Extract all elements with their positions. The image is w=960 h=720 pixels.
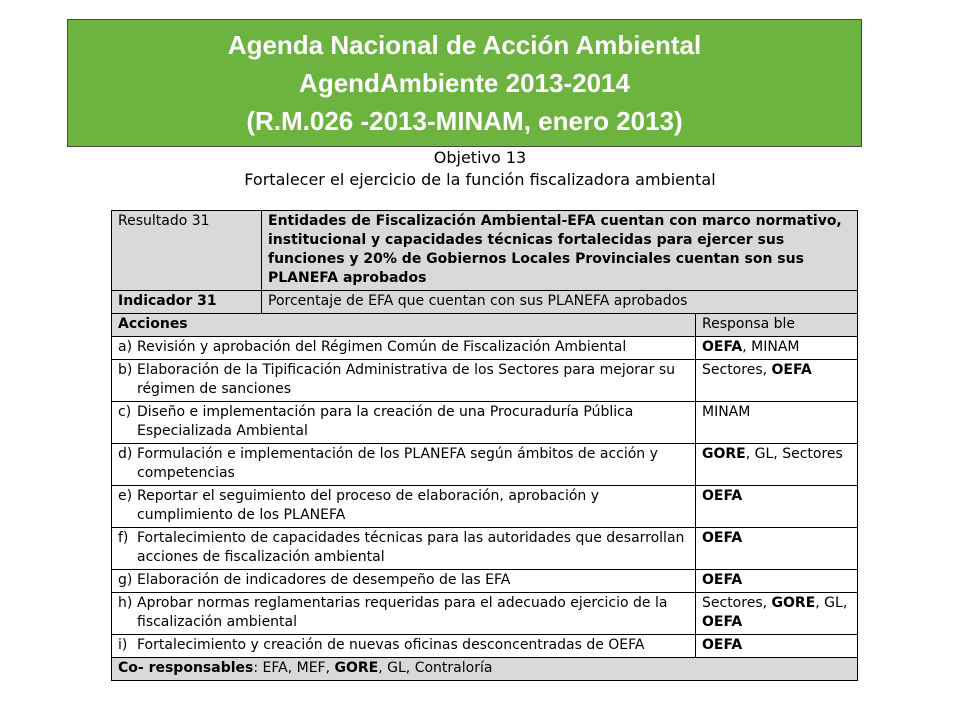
accion-cell <box>112 593 696 635</box>
acciones-header: Acciones <box>112 314 696 337</box>
accion-text: Fortalecimiento de capacidades técnicas para las autoridades que desarrollan acciones de fiscalización ambiental <box>137 530 685 565</box>
responsable-cell <box>696 635 858 658</box>
resultado-label: Resultado 31 <box>112 211 262 291</box>
accion-letter: i) <box>118 637 128 653</box>
responsable-bold: GORE <box>771 595 816 611</box>
accion-cell <box>112 444 696 486</box>
co-responsables-cell <box>112 658 858 681</box>
co-responsables-rest: , GL, Contraloría <box>378 660 493 676</box>
responsable-rest: , GL, Sectores <box>745 446 843 462</box>
responsable-rest: , GL, <box>815 595 848 611</box>
accion-text: Formulación e implementación de los PLANEFA según ámbitos de acción y competencias <box>137 446 658 481</box>
responsable-rest: Sectores, <box>702 362 772 378</box>
accion-cell <box>112 528 696 570</box>
responsable-header: Responsa ble <box>696 314 858 337</box>
responsable-cell <box>696 360 858 402</box>
acciones-header-row <box>112 314 858 337</box>
accion-letter: a) <box>118 339 133 355</box>
table-row <box>112 570 858 593</box>
responsable-rest: MINAM <box>702 404 751 420</box>
co-responsables-bold: GORE <box>334 660 379 676</box>
responsable-bold: OEFA <box>702 637 743 653</box>
accion-cell <box>112 337 696 360</box>
table-row <box>112 337 858 360</box>
objective-label: Objetivo 13 <box>433 148 527 167</box>
responsable-rest: Sectores, <box>702 595 772 611</box>
responsable-bold: OEFA <box>702 339 743 355</box>
accion-text: Fortalecimiento y creación de nuevas oficinas desconcentradas de OEFA <box>137 637 645 653</box>
accion-text: Aprobar normas reglamentarias requeridas para el adecuado ejercicio de la fiscalización ambiental <box>137 595 668 630</box>
co-responsables-text: : EFA, MEF, <box>253 660 335 676</box>
accion-letter: f) <box>118 530 129 546</box>
accion-letter: g) <box>118 572 133 588</box>
indicador-row <box>112 291 858 314</box>
responsable-cell <box>696 528 858 570</box>
banner-title-line3: (R.M.026 -2013-MINAM, enero 2013) <box>246 106 683 136</box>
co-responsables-label: Co- responsables <box>118 660 254 676</box>
title-banner <box>67 19 862 147</box>
indicador-label: Indicador 31 <box>112 291 262 314</box>
table-row <box>112 444 858 486</box>
responsable-rest: , MINAM <box>742 339 800 355</box>
table-row <box>112 593 858 635</box>
accion-letter: e) <box>118 488 133 504</box>
responsable-bold: OEFA <box>702 572 743 588</box>
table-row <box>112 528 858 570</box>
indicador-text: Porcentaje de EFA que cuentan con sus PLANEFA aprobados <box>262 291 858 314</box>
responsable-bold: OEFA <box>702 530 743 546</box>
agenda-table <box>111 210 858 681</box>
responsable-bold: GORE <box>702 446 746 462</box>
accion-cell <box>112 635 696 658</box>
co-responsables-row <box>112 658 858 681</box>
accion-text: Revisión y aprobación del Régimen Común de Fiscalización Ambiental <box>137 339 627 355</box>
accion-text: Elaboración de la Tipificación Administrativa de los Sectores para mejorar su régimen de sanciones <box>137 362 675 397</box>
objective-block <box>0 147 960 191</box>
responsable-bold: OEFA <box>702 614 743 630</box>
responsable-bold: OEFA <box>702 488 743 504</box>
accion-cell <box>112 360 696 402</box>
accion-letter: d) <box>118 446 133 462</box>
table-row <box>112 360 858 402</box>
responsable-bold: OEFA <box>771 362 812 378</box>
responsable-cell <box>696 486 858 528</box>
accion-letter: b) <box>118 362 133 378</box>
accion-letter: h) <box>118 595 133 611</box>
responsable-cell <box>696 337 858 360</box>
table-row <box>112 486 858 528</box>
banner-title-line1: Agenda Nacional de Acción Ambiental <box>227 30 702 60</box>
table-row <box>112 635 858 658</box>
responsable-cell <box>696 570 858 593</box>
accion-text: Elaboración de indicadores de desempeño de las EFA <box>137 572 511 588</box>
resultado-row <box>112 211 858 291</box>
responsable-cell <box>696 444 858 486</box>
accion-cell <box>112 402 696 444</box>
objective-text: Fortalecer el ejercicio de la función fiscalizadora ambiental <box>244 170 716 189</box>
responsable-cell <box>696 593 858 635</box>
accion-cell <box>112 486 696 528</box>
table-row <box>112 402 858 444</box>
accion-letter: c) <box>118 404 132 420</box>
responsable-cell <box>696 402 858 444</box>
banner-title-line2: AgendAmbiente 2013-2014 <box>299 68 630 98</box>
resultado-text: Entidades de Fiscalización Ambiental-EFA cuentan con marco normativo, institucional y capacidades técnicas fortalecidas para ejercer sus funciones y 20% de Gobiernos Locales Provinciales cuentan son sus PLANEFA aprobados <box>262 211 858 291</box>
accion-cell <box>112 570 696 593</box>
accion-text: Reportar el seguimiento del proceso de elaboración, aprobación y cumplimiento de los PLANEFA <box>137 488 600 523</box>
accion-text: Diseño e implementación para la creación de una Procuraduría Pública Especializada Ambiental <box>137 404 634 439</box>
